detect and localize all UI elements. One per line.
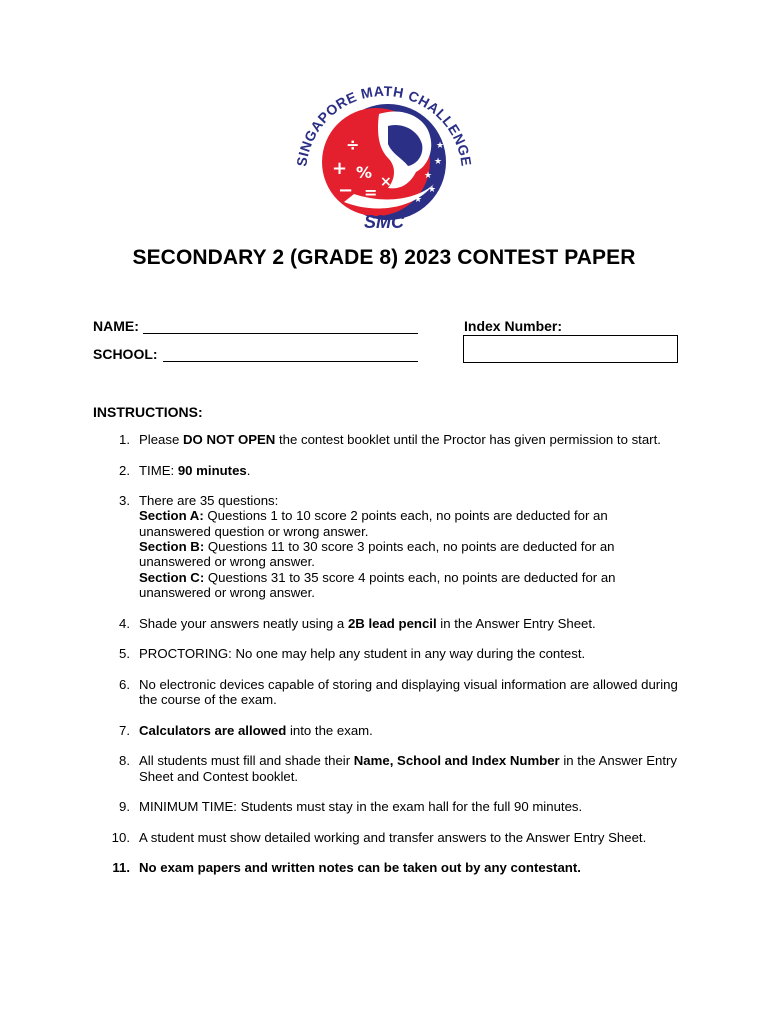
instruction-item: 8. All students must fill and shade their Name, School and Index Number in the Answer Entry Sheet and Contest booklet. <box>119 753 677 784</box>
name-label: NAME: <box>93 318 139 334</box>
instruction-item: 7. Calculators are allowed into the exam. <box>119 722 373 738</box>
instruction-item: 2. TIME: 90 minutes. <box>119 462 251 478</box>
instructions-list <box>110 432 680 891</box>
instruction-item: 9. MINIMUM TIME: Students must stay in the exam hall for the full 90 minutes. <box>119 799 583 815</box>
svg-text:★: ★ <box>428 185 437 195</box>
instruction-item: 10. A student must show detailed working and transfer answers to the Answer Entry Sheet. <box>111 829 647 845</box>
smc-logo <box>284 74 484 234</box>
instruction-item: 11. No exam papers and written notes can be taken out by any contestant. <box>112 860 581 876</box>
logo-abbrev: SMC <box>364 212 404 232</box>
svg-text:★: ★ <box>434 157 443 167</box>
svg-text:×: × <box>380 174 392 190</box>
instruction-item: 6. No electronic devices capable of storing and displaying visual information are allowed during the course of the exam. <box>119 676 678 708</box>
svg-text:%: % <box>356 163 373 182</box>
instruction-item: 5. PROCTORING: No one may help any student in any way during the contest. <box>119 646 586 662</box>
school-label: SCHOOL: <box>93 346 158 362</box>
svg-text:−: − <box>338 180 354 201</box>
index-number-box[interactable] <box>463 335 678 363</box>
svg-text:=: = <box>364 183 378 202</box>
index-number-label: Index Number: <box>464 318 563 334</box>
instruction-item: 1. Please DO NOT OPEN the contest booklet until the Proctor has given permission to start. <box>119 432 661 447</box>
svg-text:★: ★ <box>424 171 433 181</box>
instruction-item: 3. There are 35 questions: Section A: Questions 1 to 10 score 2 points each, no points are deducted for an unanswered question or wrong answer. Section B: Questions 11 to 30 score 3 points each, no points are deducted for an unanswered or wrong answer. Section C: Questions 31 to 35 score 4 points each, no points are deducted for an unanswered or wrong answer. <box>110 493 680 600</box>
section-a-rule: Section A: Questions 1 to 10 score 2 points each, no points are deducted for an unanswered question or wrong answer. <box>139 508 608 539</box>
logo-arc-text: SINGAPORE MATH CHALLENGE <box>293 82 475 168</box>
instructions-heading: INSTRUCTIONS: <box>93 404 203 420</box>
svg-text:+: + <box>332 158 348 179</box>
section-c-rule: Section C: Questions 31 to 35 score 4 points each, no points are deducted for an unanswered or wrong answer. <box>139 569 616 600</box>
school-field[interactable] <box>163 361 418 362</box>
page-title: SECONDARY 2 (GRADE 8) 2023 CONTEST PAPER <box>132 246 636 269</box>
svg-text:★: ★ <box>414 195 423 205</box>
name-field[interactable] <box>143 333 418 334</box>
instruction-item: 4. Shade your answers neatly using a 2B lead pencil in the Answer Entry Sheet. <box>119 615 596 631</box>
section-b-rule: Section B: Questions 11 to 30 score 3 points each, no points are deducted for an unanswered or wrong answer. <box>139 539 615 570</box>
svg-text:÷: ÷ <box>346 135 360 154</box>
svg-text:★: ★ <box>436 141 445 151</box>
